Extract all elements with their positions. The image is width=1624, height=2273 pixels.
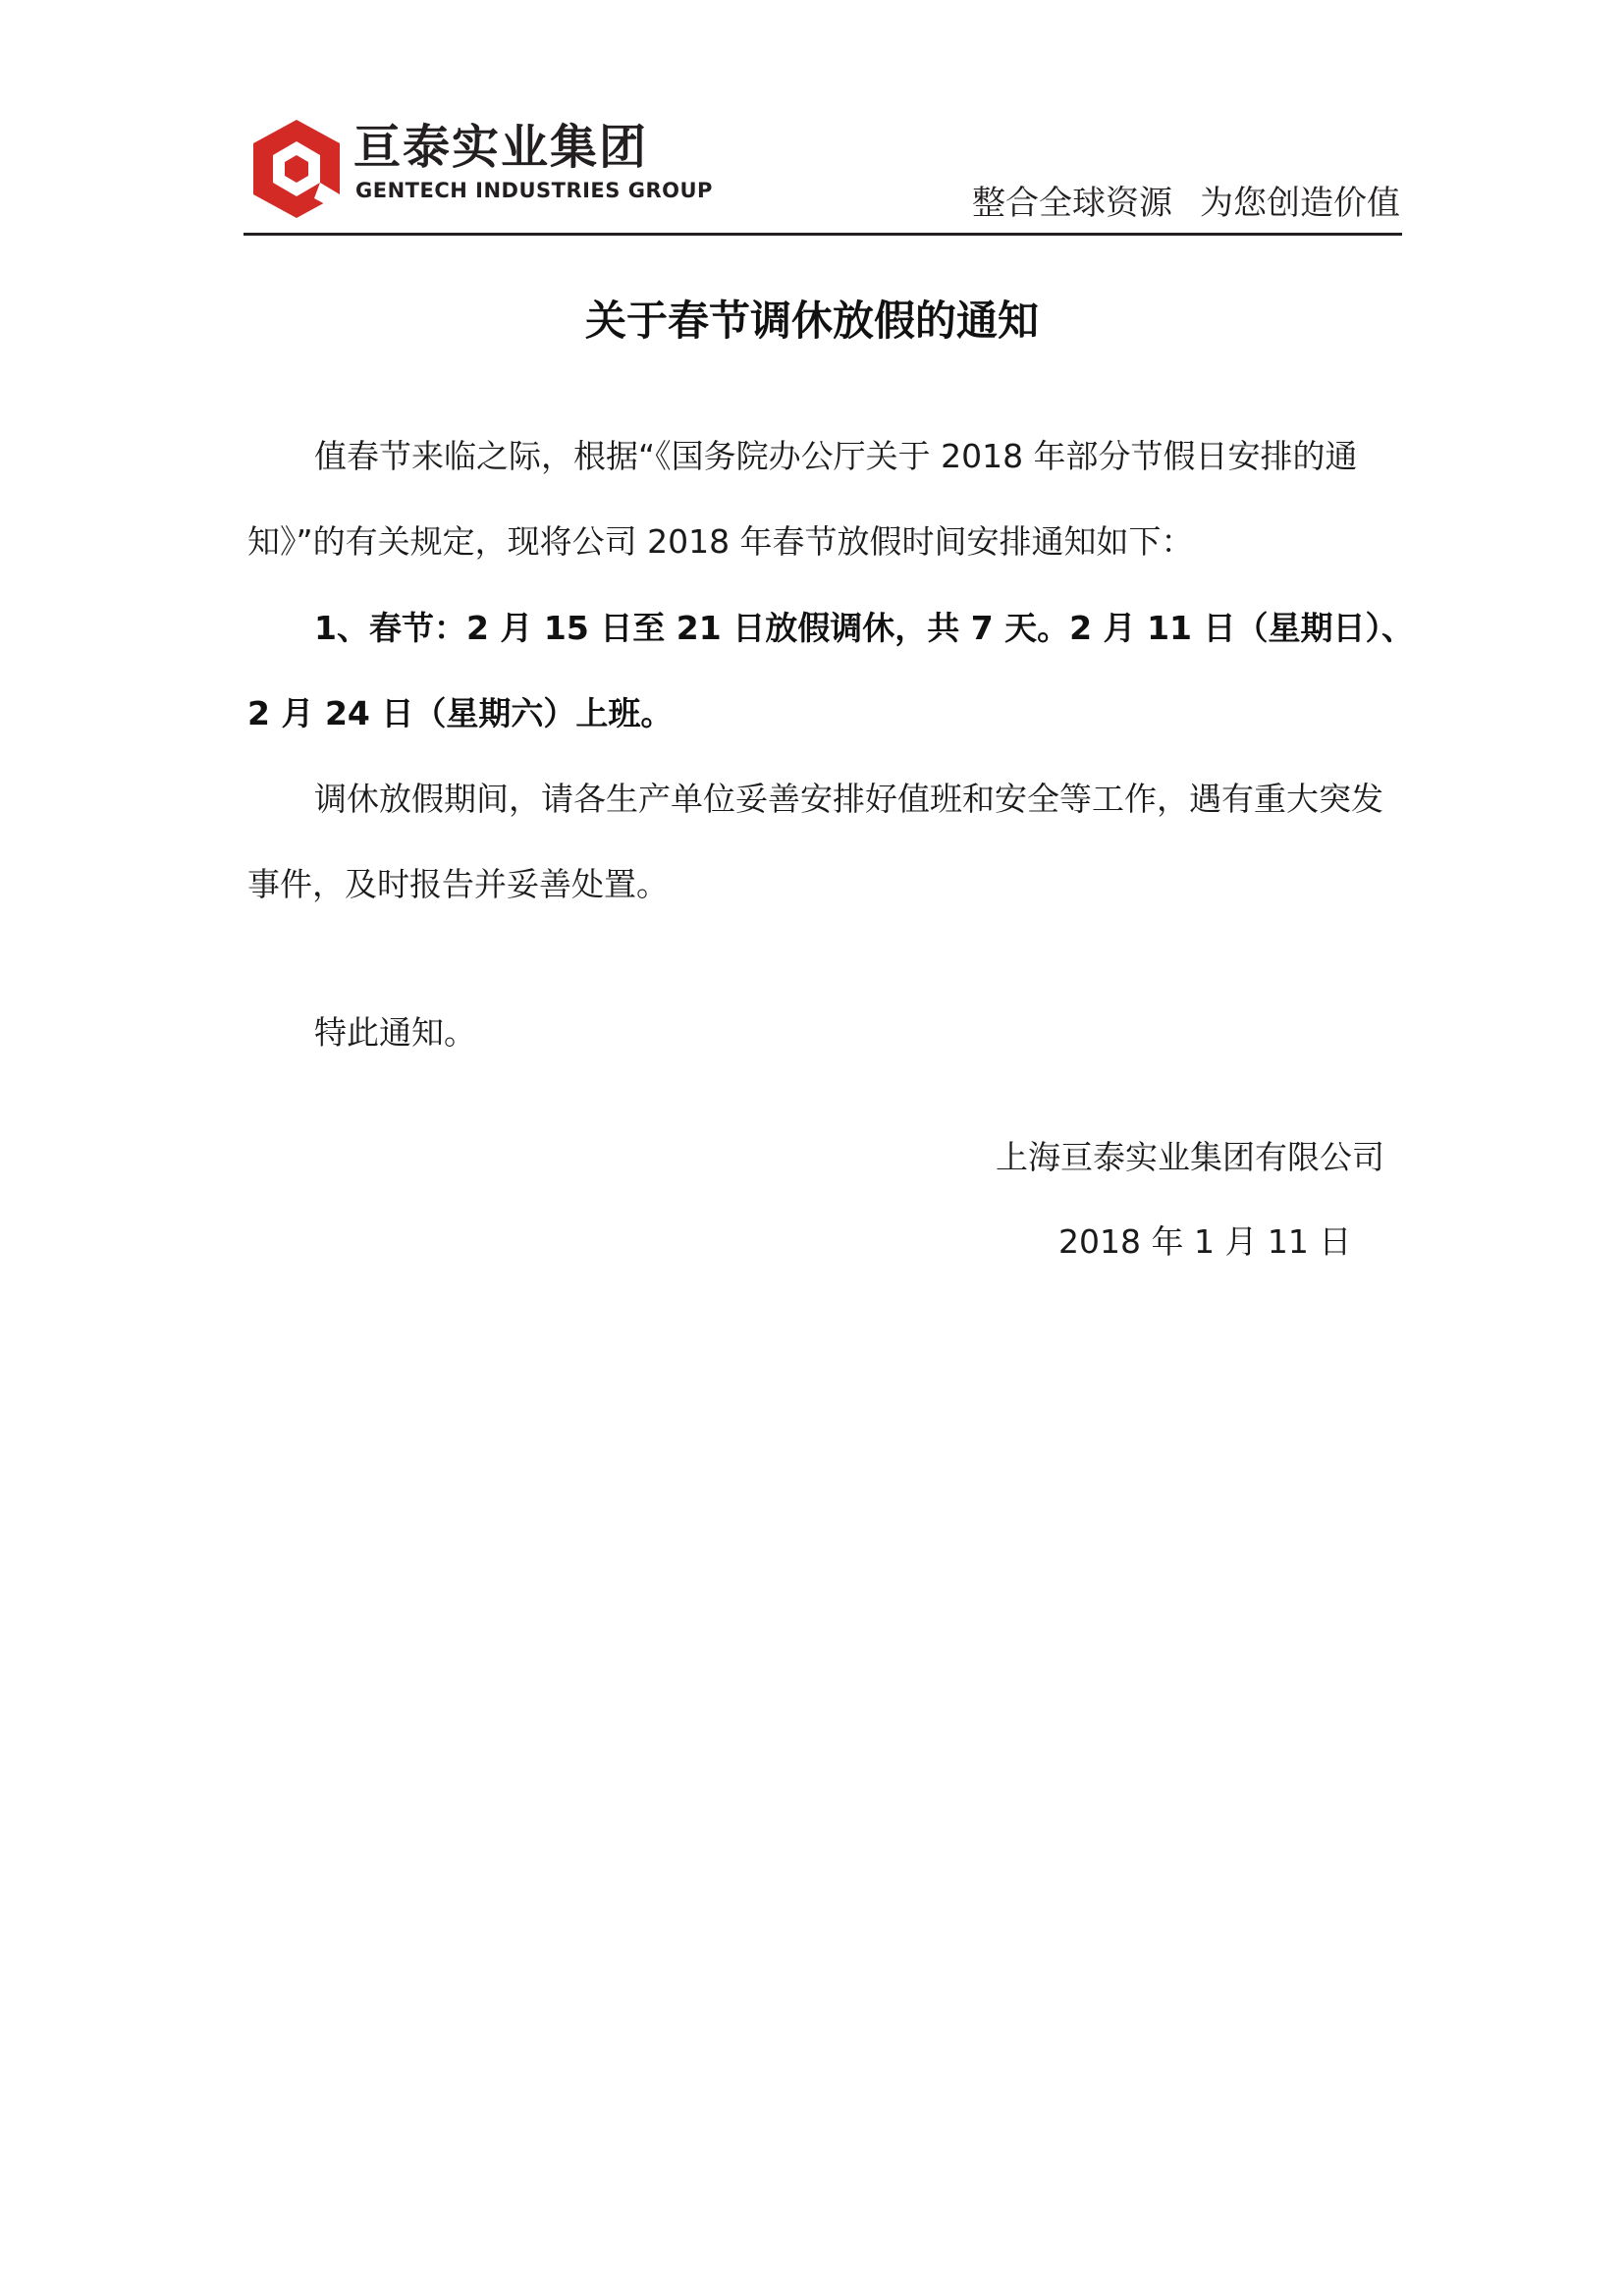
paragraph-2-line-1: 1、春节：2 月 15 日至 21 日放假调休，共 7 天。2 月 11 日（星期日）、	[314, 609, 1415, 647]
company-name-en: GENTECH INDUSTRIES GROUP	[355, 179, 713, 202]
signature: 上海亘泰实业集团有限公司	[996, 1138, 1384, 1176]
company-name-cn: 亘泰实业集团	[353, 120, 649, 175]
company-logo-icon	[245, 116, 348, 222]
header-divider	[244, 233, 1402, 236]
header-slogan	[972, 184, 1400, 223]
paragraph-1-line-1: 值春节来临之际，根据“《国务院办公厅关于 2018 年部分节假日安排的通	[314, 437, 1358, 475]
paragraph-3-line-2: 事件，及时报告并妥善处置。	[247, 865, 669, 903]
notice-title: 关于春节调休放假的通知	[584, 297, 1039, 345]
paragraph-3-line-1: 调休放假期间，请各生产单位妥善安排好值班和安全等工作，遇有重大突发	[314, 780, 1383, 818]
paragraph-2-line-2: 2 月 24 日（星期六）上班。	[247, 694, 674, 732]
slogan-part-1: 整合全球资源	[972, 184, 1172, 223]
closing-text: 特此通知。	[314, 1013, 476, 1052]
slogan-part-2: 为您创造价值	[1200, 184, 1400, 223]
paragraph-1-line-2: 知》”的有关规定，现将公司 2018 年春节放假时间安排通知如下：	[247, 522, 1194, 561]
notice-date: 2018 年 1 月 11 日	[1058, 1222, 1352, 1261]
